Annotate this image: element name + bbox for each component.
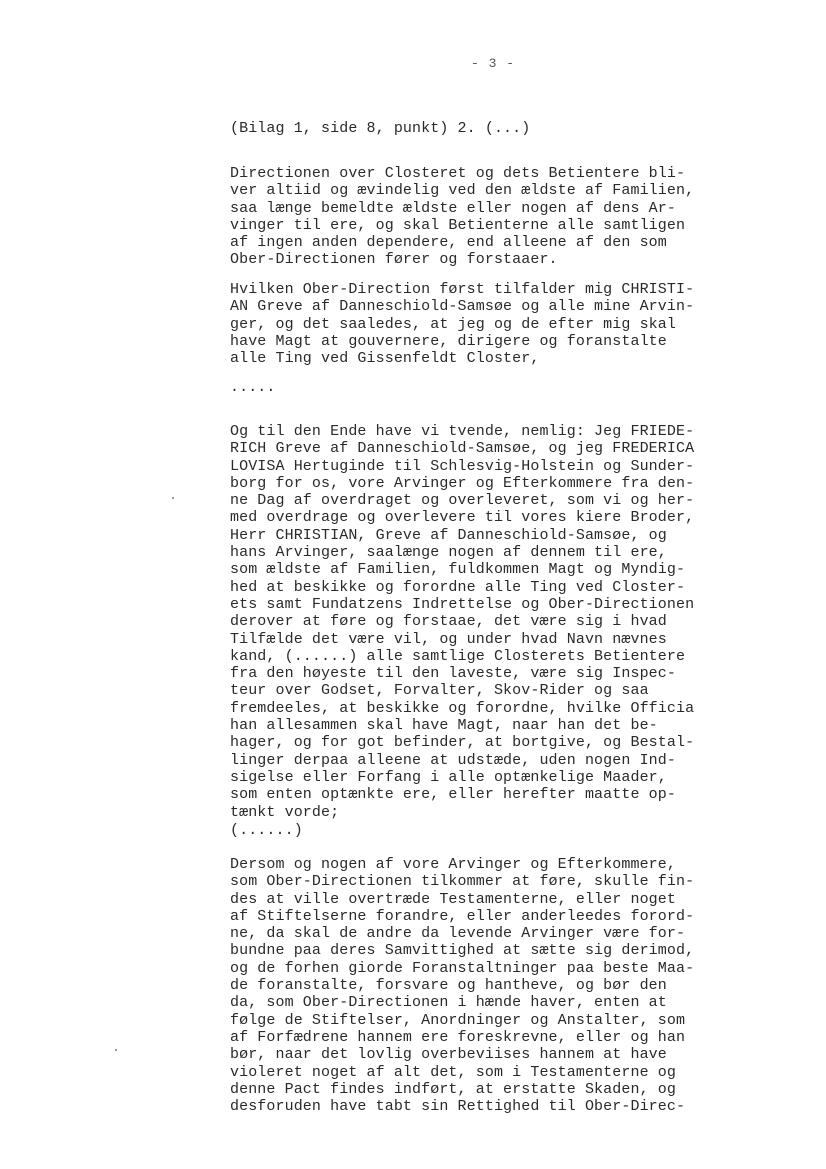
text-line: Ober-Directionen fører og forstaaer. (230, 251, 558, 269)
text-line: som Ober-Directionen tilkommer at føre, skulle fin- (230, 873, 695, 891)
text-line: af Stiftelserne forandre, eller anderleedes forord- (230, 907, 695, 925)
text-line: af Forfædrene hannem ere foreskrevne, eller og han (230, 1028, 686, 1046)
text-line: hager, og for got befinder, at bortgive, og Bestal- (230, 734, 695, 752)
text-line: med overdrage og overlevere til vores kiere Broder, (230, 509, 695, 527)
text-line: denne Pact findes indført, at erstatte Skaden, og (230, 1080, 676, 1098)
text-line: vinger til ere, og skal Betienterne alle samtligen (230, 216, 686, 234)
paragraph-3 (230, 423, 770, 821)
text-line: teur over Godset, Forvalter, Skov-Rider og saa (230, 682, 649, 700)
text-line: som enten optænkte ere, eller herefter maatte op- (230, 786, 676, 804)
text-line: sigelse eller Forfang i alle optænkelige Maader, (230, 768, 667, 786)
text-line: Directionen over Closteret og dets Betientere bli- (230, 165, 686, 182)
ellipsis-1 (230, 379, 770, 396)
text-line: RICH Greve af Danneschiold-Samsøe, og jeg FREDERICA (230, 440, 695, 458)
text-line: des at ville overtræde Testamenterne, eller noget (230, 890, 676, 908)
text-line: kand, (......) alle samtlige Closterets Betientere (230, 647, 686, 665)
text-line: alle Ting ved Gissenfeldt Closter, (230, 350, 540, 368)
text-line: Herr CHRISTIAN, Greve af Danneschiold-Samsøe, og (230, 526, 667, 544)
scan-speck (115, 1049, 117, 1051)
text-line: ne, da skal de andre da levende Arvinger være for- (230, 925, 686, 943)
text-line: fra den høyeste til den laveste, være sig Inspec- (230, 665, 676, 683)
text-line: da, som Ober-Directionen i hænde haver, enten at (230, 994, 667, 1012)
paragraph-1 (230, 165, 770, 269)
text-line: Hvilken Ober-Direction først tilfalder mig CHRISTI- (230, 281, 695, 298)
text-line: tænkt vorde; (230, 803, 340, 821)
text-line: Dersom og nogen af vore Arvinger og Efterkommere, (230, 856, 676, 873)
text-line: borg for os, vore Arvinger og Efterkommere fra den- (230, 474, 695, 492)
ellipsis-2 (230, 822, 770, 839)
paragraph-2 (230, 281, 770, 367)
text-line: ger, og det saaledes, at jeg og de efter mig skal (230, 315, 676, 333)
text-line: følge de Stiftelser, Anordninger og Anstalter, som (230, 1011, 686, 1029)
reference-line (230, 120, 770, 137)
text-line: de foranstalte, forsvare og hantheve, og bør den (230, 977, 667, 995)
paragraph-4 (230, 856, 770, 1115)
scan-speck (172, 497, 174, 499)
text-line: ets samt Fundatzens Indrettelse og Ober-Directionen (230, 595, 695, 613)
text-line: som ældste af Familien, fuldkommen Magt og Myndig- (230, 561, 686, 579)
text-line: ne Dag af overdraget og overleveret, som vi og her- (230, 492, 695, 510)
text-line: hans Arvinger, saalænge nogen af dennem til ere, (230, 544, 667, 562)
text-line: bør, naar det lovlig overbeviises hannem at have (230, 1046, 667, 1064)
text-line: have Magt at gouvernere, dirigere og foranstalte (230, 332, 667, 350)
text-line: ..... (230, 379, 276, 396)
text-line: (Bilag 1, side 8, punkt) 2. (...) (230, 120, 531, 137)
page-number: - 3 - (470, 56, 515, 71)
text-line: hed at beskikke og forordne alle Ting ved Closter- (230, 578, 686, 596)
text-line: desforuden have tabt sin Rettighed til Ober-Direc- (230, 1098, 686, 1116)
text-line: bundne paa deres Samvittighed at sætte sig derimod, (230, 942, 695, 960)
text-line: (......) (230, 822, 303, 839)
text-line: fremdeeles, at beskikke og forordne, hvilke Officia (230, 699, 695, 717)
text-line: derover at føre og forstaae, det være sig i hvad (230, 613, 667, 631)
text-line: af ingen anden dependere, end alleene af den som (230, 234, 667, 252)
text-line: violeret noget af alt det, som i Testamenterne og (230, 1063, 676, 1081)
text-line: AN Greve af Danneschiold-Samsøe og alle mine Arvin- (230, 298, 695, 316)
text-line: ver altiid og ævindelig ved den ældste af Familien, (230, 182, 695, 200)
text-line: og de forhen giorde Foranstaltninger paa beste Maa- (230, 959, 695, 977)
text-line: linger derpaa alleene at udstæde, uden nogen Ind- (230, 751, 676, 769)
text-line: han allesammen skal have Magt, naar han det be- (230, 717, 658, 735)
text-line: Tilfælde det være vil, og under hvad Navn nævnes (230, 630, 667, 648)
text-line: LOVISA Hertuginde til Schlesvig-Holstein og Sunder- (230, 457, 695, 475)
text-line: Og til den Ende have vi tvende, nemlig: Jeg FRIEDE- (230, 423, 695, 440)
text-line: saa længe bemeldte ældste eller nogen af dens Ar- (230, 199, 676, 217)
